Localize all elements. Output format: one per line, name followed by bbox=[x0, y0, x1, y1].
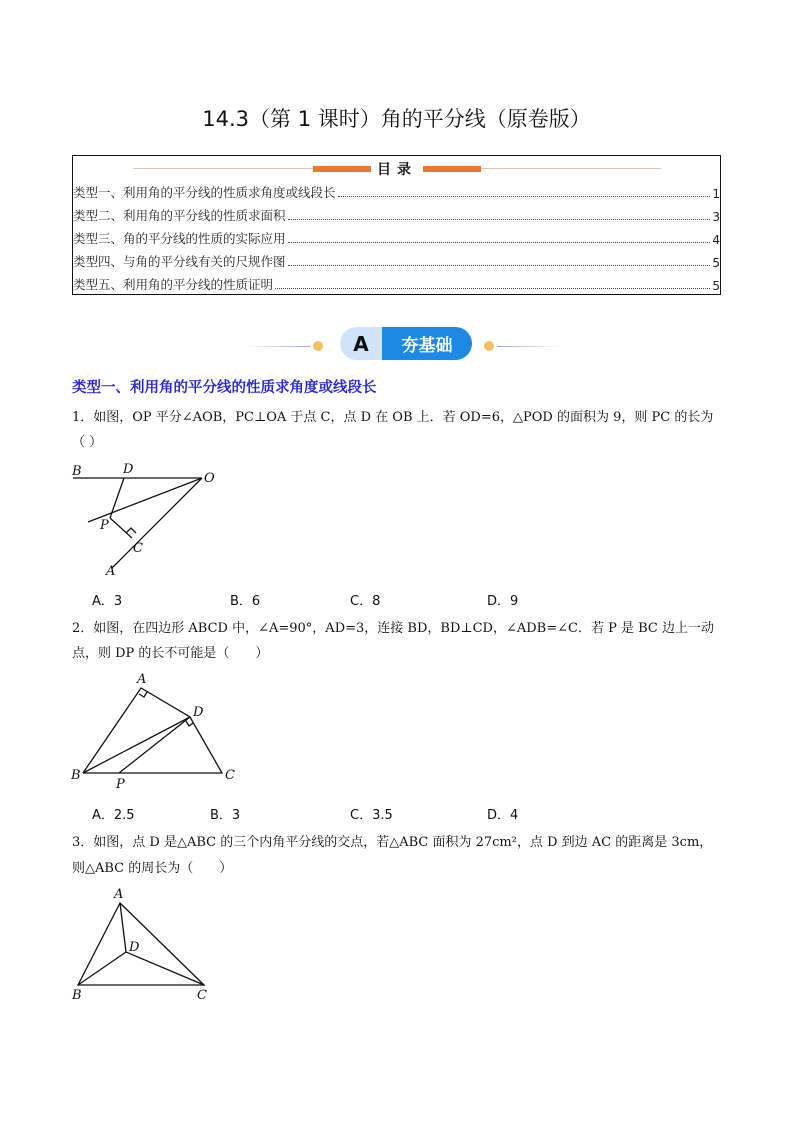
question-1-text: 1．如图，OP 平分∠AOB，PC⊥OA 于点 C，点 D 在 OB 上．若 OD=6，△POD 的面积为 9，则 PC 的长为 bbox=[72, 410, 714, 425]
label-D: D bbox=[123, 462, 134, 477]
option-a[interactable]: A．2.5 bbox=[92, 808, 135, 823]
toc-item-page: 4 bbox=[712, 233, 720, 247]
label-A: A bbox=[114, 887, 124, 902]
toc-title: 目录 bbox=[377, 162, 417, 178]
option-b[interactable]: B．3 bbox=[210, 808, 241, 823]
option-d[interactable]: D．9 bbox=[487, 594, 519, 609]
label-C: C bbox=[197, 988, 207, 1003]
toc-item-label: 类型一、利用角的平分线的性质求角度或线段长 bbox=[73, 185, 336, 200]
label-C: C bbox=[225, 768, 235, 783]
label-O: O bbox=[204, 471, 215, 486]
option-c[interactable]: C．8 bbox=[350, 594, 381, 609]
toc-item-page: 1 bbox=[712, 187, 720, 201]
section-heading: 类型一、利用角的平分线的性质求角度或线段长 bbox=[72, 380, 377, 396]
option-d[interactable]: D．4 bbox=[487, 808, 519, 823]
option-a[interactable]: A．3 bbox=[92, 594, 123, 609]
label-A: A bbox=[106, 564, 116, 579]
label-B: B bbox=[72, 464, 82, 479]
label-P: P bbox=[100, 518, 109, 533]
label-A: A bbox=[137, 672, 147, 687]
option-c[interactable]: C．3.5 bbox=[350, 808, 393, 823]
badge-letter: A bbox=[340, 327, 382, 360]
label-B: B bbox=[72, 988, 82, 1003]
toc-item-label: 类型三、角的平分线的性质的实际应用 bbox=[73, 231, 286, 246]
label-D: D bbox=[193, 705, 204, 720]
page-title: 14.3（第 1 课时）角的平分线（原卷版） bbox=[202, 107, 591, 131]
option-b[interactable]: B．6 bbox=[230, 594, 261, 609]
toc-item-page: 5 bbox=[712, 256, 720, 270]
label-C: C bbox=[133, 541, 143, 556]
toc-item-label: 类型五、利用角的平分线的性质证明 bbox=[73, 277, 274, 292]
question-1-blank: （ ） bbox=[72, 435, 103, 450]
toc-item-label: 类型二、利用角的平分线的性质求面积 bbox=[73, 208, 286, 223]
badge-text: 夯基础 bbox=[382, 327, 472, 360]
question-2-text: 2．如图，在四边形 ABCD 中，∠A=90°，AD=3，连接 BD，BD⊥CD，∠ADB=∠C．若 P 是 BC 边上一动 bbox=[72, 621, 714, 636]
toc-item-page: 3 bbox=[712, 210, 720, 224]
question-3-text-cont: 则△ABC 的周长为（ ） bbox=[72, 861, 233, 876]
figure-3 bbox=[78, 903, 204, 985]
toc-item-page: 5 bbox=[712, 279, 720, 293]
label-B: B bbox=[71, 768, 81, 783]
figure-2 bbox=[83, 688, 222, 773]
label-D: D bbox=[129, 940, 140, 955]
question-3-text: 3．如图，点 D 是△ABC 的三个内角平分线的交点，若△ABC 面积为 27cm²，点 D 到边 AC 的距离是 3cm， bbox=[72, 835, 713, 850]
toc-item-label: 类型四、与角的平分线有关的尺规作图 bbox=[73, 254, 286, 269]
question-2-text-cont: 点，则 DP 的长不可能是（ ） bbox=[72, 646, 269, 661]
label-P: P bbox=[116, 777, 125, 792]
